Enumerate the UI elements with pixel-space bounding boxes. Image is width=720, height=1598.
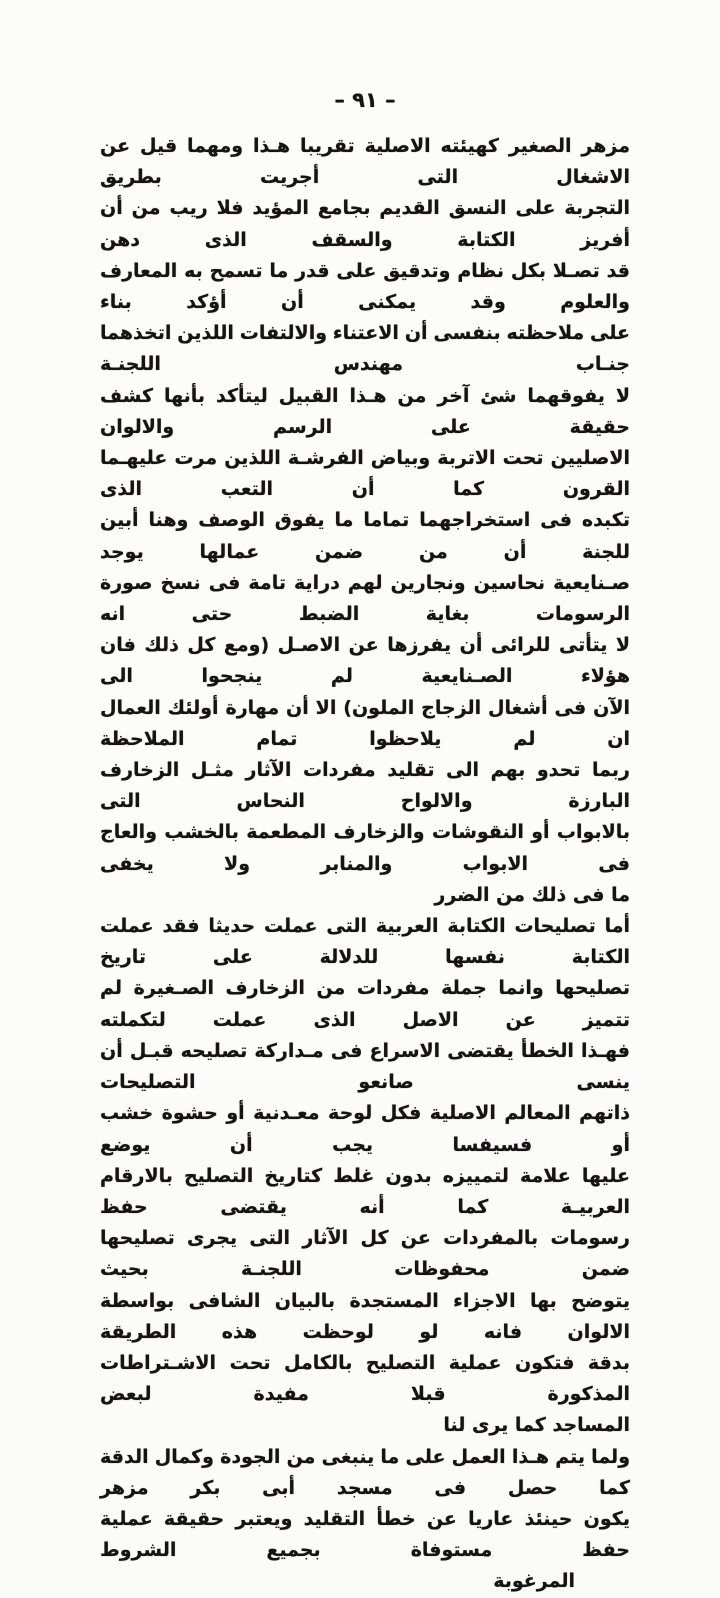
text-line-p1-l4: على ملاحظته بنفسى أن الاعتناء والالتفات اللذين اتخذهما جنـاب مهندس اللجنـة — [100, 322, 630, 376]
text-line-p2-l3: فهـذا الخطأ يقتضى الاسراع فى مـداركة تصليحه قبـل أن ينسى صانعو التصليحات — [100, 1039, 630, 1094]
text-line-p1-l5: لا يفوقهما شئ آخر من هـذا القبيل ليتأكد بأنها كشف حقيقة على الرسم والالوان — [100, 384, 630, 438]
text-line-p3-l1: ولما يتم هـذا العمل على ما ينبغى من الجودة وكمال الدقة كما حصل فى مسجد أبى بكر مزهر — [100, 1445, 630, 1499]
text-line-p1-l1: مزهر الصغير كهيئته الاصلية تقريبا هـذا ومهما قيل عن الاشغال التى أجريت بطريق — [100, 135, 630, 189]
text-line-p1-l2: التجربة على النسق القديم بجامع المؤيد فلا ريب من أن أفريز الكتابة والسقف الذى دهن — [100, 197, 630, 251]
text-line-p2-l7: يتوضح بها الاجزاء المستجدة بالبيان الشافى بواسطة الالوان فانه لو لوحظت هذه الطريقة — [100, 1289, 630, 1343]
text-line-p1-l12: بالابواب أو النقوشات والزخارف المطعمة بالخشب والعاج فى الابواب والمنابر ولا يخفى — [100, 821, 630, 875]
text-line-p1-l11: ربما تحدو بهم الى تقليد مفردات الآثار مثـل الزخارف البارزة والالواح النحاس التى — [100, 759, 630, 813]
text-line-p2-l1: أما تصليحات الكتابة العربية التى عملت حديثا فقد عملت الكتابة نفسها للدلالة على تاريخ — [100, 915, 630, 969]
body-text-block — [100, 131, 630, 1598]
text-line-p2-l2: تصليحها وانما جملة مفردات من الزخارف الصـغيرة لم تتميز عن الاصل الذى عملت لتكملته — [100, 977, 630, 1031]
text-line-p1-l7: تكبده فى استخراجهما تماما ما يفوق الوصف وهنا أبين للجنة أن من ضمن عمالها يوجد — [100, 509, 630, 563]
text-line-p2-l8: بدقة فتكون عملية التصليح بالكامل تحت الاشـتراطات المذكورة قبلا مفيدة لبعض — [100, 1351, 630, 1406]
text-line-p1-l3: قد تصـلا بكل نظام وتدقيق على قدر ما تسمح به المعارف والعلوم وقد يمكنى أن أؤكد بناء — [100, 259, 630, 314]
text-line-p1-l13: ما فى ذلك من الضرر — [434, 883, 630, 906]
text-line-p3-l3: المرغوبة — [493, 1570, 575, 1593]
text-line-p3-l2: يكون حينئذ عاريا عن خطأ التقليد ويعتبر حقيقة عملية حفظ مستوفاة بجميع الشروط — [100, 1507, 630, 1562]
text-line-p2-l4: ذاتهم المعالم الاصلية فكل لوحة معـدنية أو حشوة خشب أو فسيفسا يجب أن يوضع — [100, 1102, 630, 1156]
text-line-p2-l5: عليها علامة لتمييزه بدون غلط كتاريخ التصليح بالارقام العربيـة كما أنه يقتضى حفظ — [100, 1164, 630, 1218]
text-line-p1-l8: صـنايعية نحاسين ونجارين لهم دراية تامة فى نسخ صورة الرسومات بغاية الضبط حتى انه — [100, 571, 630, 626]
text-line-p2-l9: المساجد كما يرى لنا — [443, 1414, 630, 1437]
text-line-p2-l6: رسومات بالمفردات عن كل الآثار التى يجرى تصليحها ضمن محفوظات اللجنـة بحيث — [100, 1227, 630, 1281]
page-number: – ٩١ – — [334, 88, 396, 112]
text-line-p1-l6: الاصليين تحت الاتربة وبياض الفرشـة اللذين مرت عليهـما القرون كما أن التعب الذى — [100, 447, 630, 501]
text-line-p1-l9: لا يتأتى للرائى أن يفرزها عن الاصـل (ومع كل ذلك فان هؤلاء الصـنايعية لم ينجحوا الى — [100, 634, 630, 688]
text-line-p1-l10: الآن فى أشغال الزجاج الملون) الا أن مهارة أولئك العمال ان لم يلاحظوا تمام الملاحظة — [100, 696, 630, 750]
